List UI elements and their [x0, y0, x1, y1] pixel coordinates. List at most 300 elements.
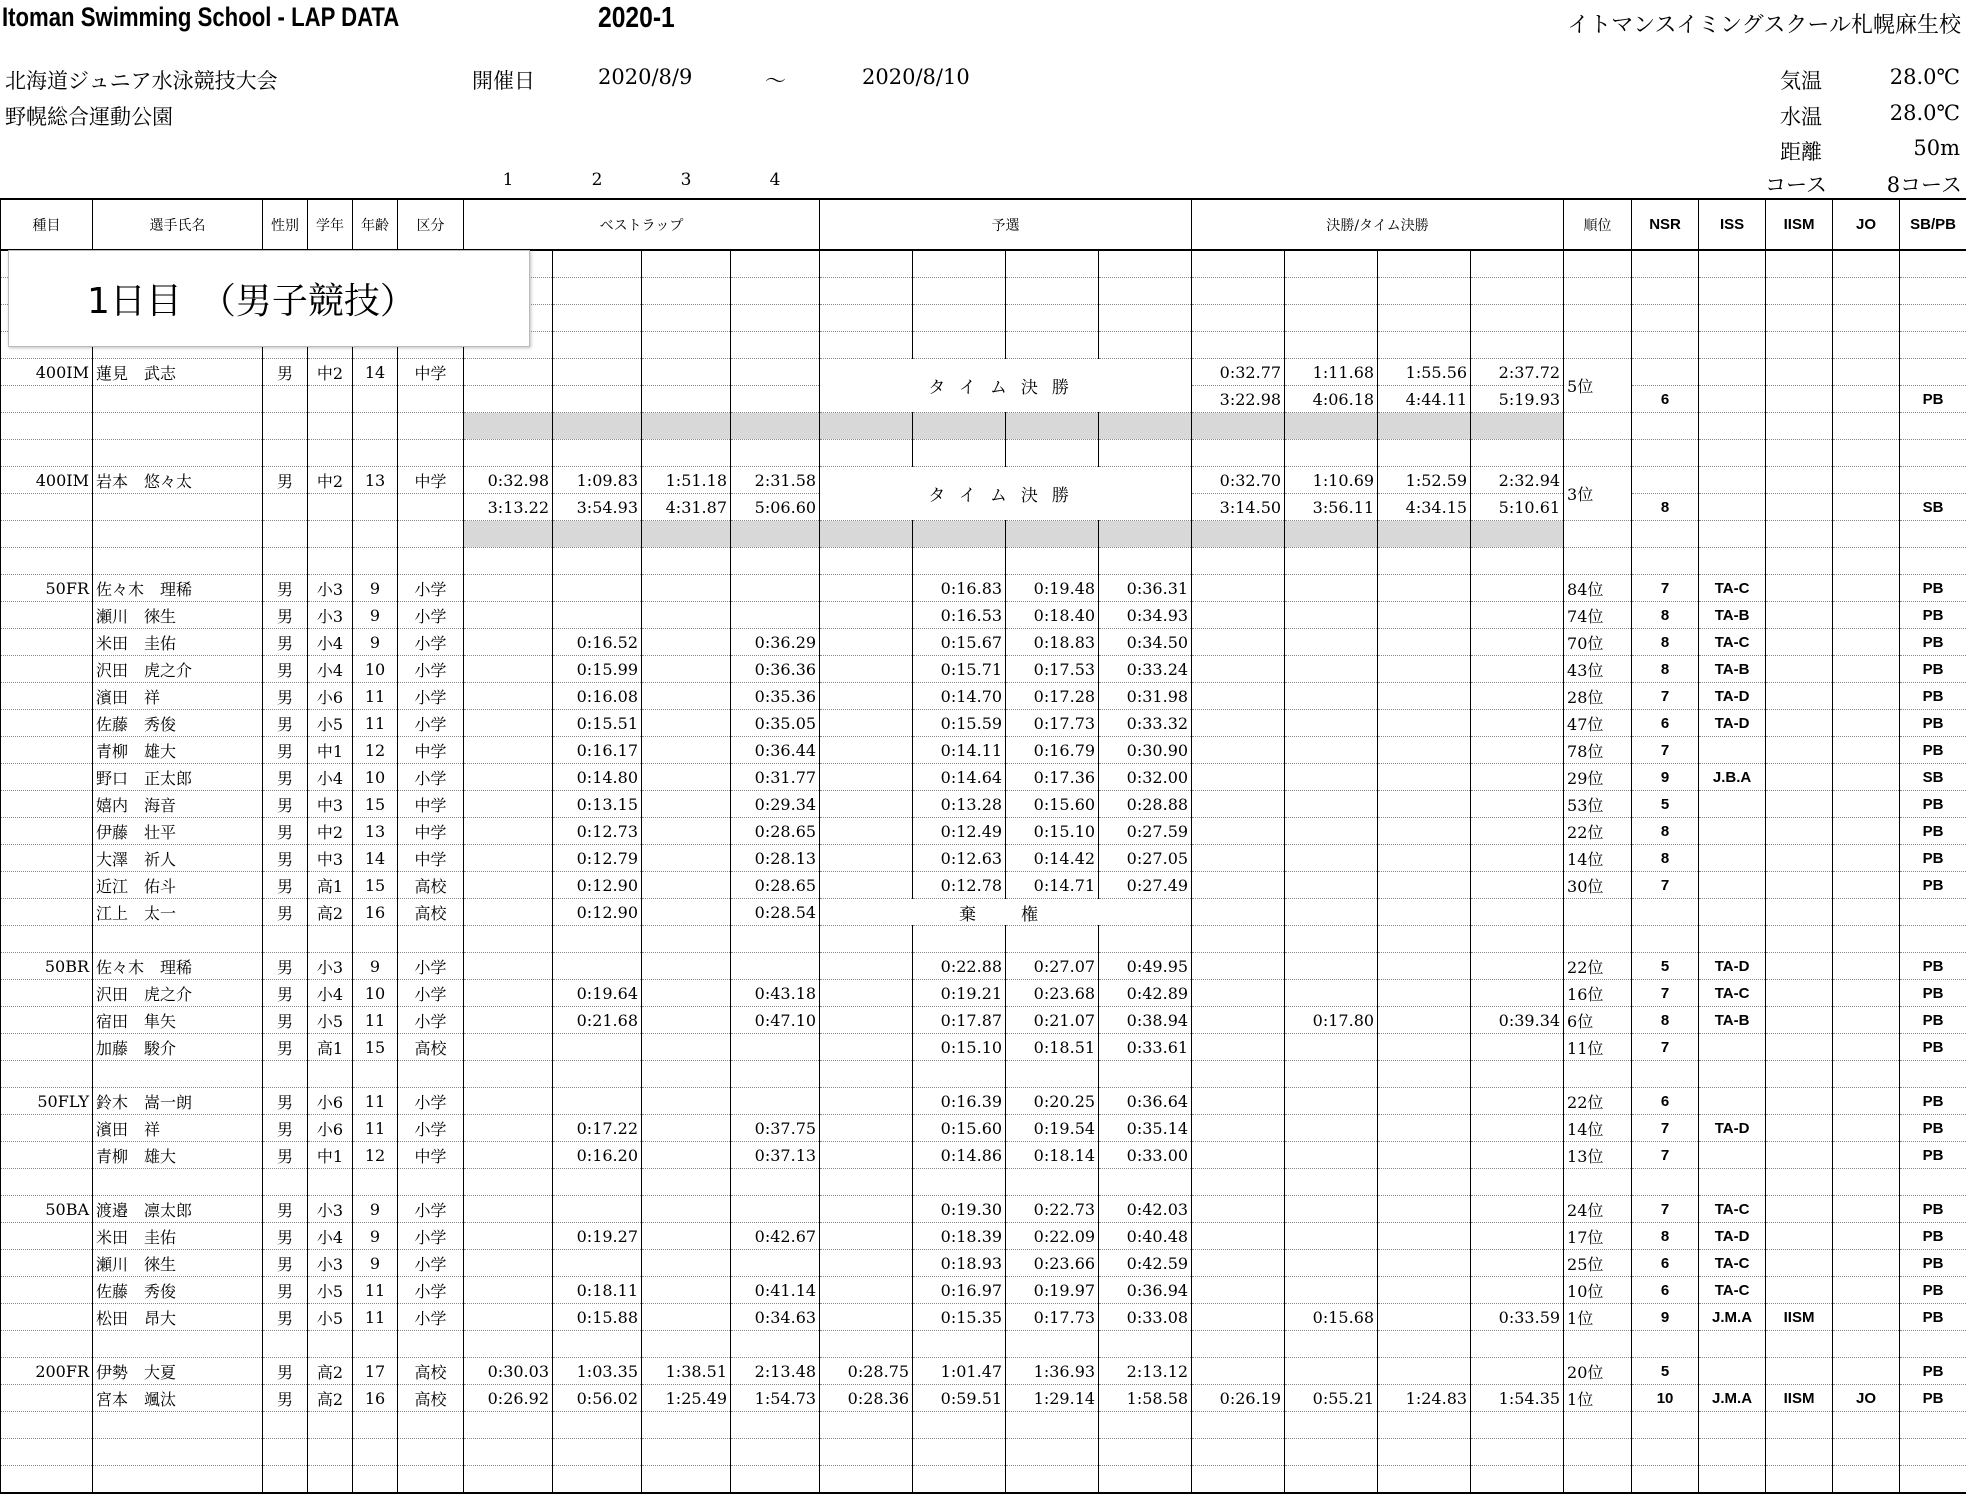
- table-cell: 0:14.80: [553, 764, 642, 791]
- empty-cell: [553, 305, 642, 332]
- empty-cell: [1471, 440, 1564, 467]
- table-cell: 0:19.30: [913, 1196, 1006, 1223]
- lap-data-table: [0, 198, 1966, 1494]
- empty-cell: [308, 1466, 353, 1494]
- empty-cell: [353, 926, 398, 953]
- empty-cell: [1192, 250, 1285, 278]
- table-cell: [1699, 791, 1766, 818]
- table-cell: [1192, 1304, 1285, 1331]
- table-cell: TA-B: [1699, 1007, 1766, 1034]
- table-cell: [553, 575, 642, 602]
- table-cell: 0:26.92: [464, 1385, 553, 1412]
- table-cell: PB: [1900, 1142, 1966, 1169]
- empty-cell: [1378, 548, 1471, 575]
- table-cell: [1833, 764, 1900, 791]
- empty-cell: [1285, 440, 1378, 467]
- table-cell: 0:16.83: [913, 575, 1006, 602]
- empty-cell: [398, 1466, 464, 1494]
- table-cell: 0:31.98: [1099, 683, 1192, 710]
- empty-cell: [1099, 1439, 1192, 1466]
- table-cell: 0:17.73: [1006, 1304, 1099, 1331]
- table-cell: [1833, 386, 1900, 413]
- table-cell: [1471, 1088, 1564, 1115]
- table-cell: [1192, 1223, 1285, 1250]
- empty-cell: [1900, 548, 1966, 575]
- table-cell: 男: [263, 980, 308, 1007]
- table-cell: [731, 386, 820, 413]
- empty-cell: [1766, 548, 1833, 575]
- table-cell: 0:19.64: [553, 980, 642, 1007]
- day-label: 1日目 （男子競技）: [87, 273, 416, 324]
- table-cell: [1766, 1034, 1833, 1061]
- table-cell: 0:15.51: [553, 710, 642, 737]
- table-cell: [1378, 1223, 1471, 1250]
- table-cell: 男: [263, 1277, 308, 1304]
- empty-cell: [1833, 250, 1900, 278]
- table-cell: 0:36.36: [731, 656, 820, 683]
- table-cell: 4:34.15: [1378, 494, 1471, 521]
- table-cell: 小3: [308, 602, 353, 629]
- table-cell: 宿田 隼矢: [93, 1007, 263, 1034]
- table-cell: J.M.A: [1699, 1385, 1766, 1412]
- table-cell: 10: [353, 656, 398, 683]
- table-cell: 江上 太一: [93, 899, 263, 926]
- table-cell: [731, 359, 820, 386]
- table-cell: 1位: [1564, 1304, 1632, 1331]
- table-cell: PB: [1900, 845, 1966, 872]
- table-cell: 11位: [1564, 1034, 1632, 1061]
- table-cell: TA-C: [1699, 1277, 1766, 1304]
- empty-cell: [398, 413, 464, 440]
- table-cell: 0:28.75: [820, 1358, 913, 1385]
- table-cell: 0:15.71: [913, 656, 1006, 683]
- table-cell: 7: [1632, 737, 1699, 764]
- col-nsr: NSR: [1632, 199, 1699, 250]
- table-cell: 0:31.77: [731, 764, 820, 791]
- table-cell: [820, 764, 913, 791]
- table-cell: PB: [1900, 683, 1966, 710]
- table-cell: [1192, 1358, 1285, 1385]
- table-cell: [1833, 1196, 1900, 1223]
- table-cell: 29位: [1564, 764, 1632, 791]
- empty-cell: [642, 521, 731, 548]
- empty-cell: [93, 413, 263, 440]
- table-cell: 男: [263, 1304, 308, 1331]
- empty-cell: [820, 1466, 913, 1494]
- table-cell: 0:12.78: [913, 872, 1006, 899]
- table-cell: [820, 1277, 913, 1304]
- empty-cell: [642, 1412, 731, 1439]
- table-cell: [553, 602, 642, 629]
- abstain-label: 棄 権: [820, 899, 1192, 926]
- table-cell: 小4: [308, 629, 353, 656]
- table-cell: 野口 正太郎: [93, 764, 263, 791]
- table-cell: TA-B: [1699, 656, 1766, 683]
- table-cell: [1699, 1142, 1766, 1169]
- table-cell: [464, 710, 553, 737]
- empty-cell: [1564, 1061, 1632, 1088]
- table-cell: [1766, 1007, 1833, 1034]
- table-cell: [1192, 683, 1285, 710]
- table-cell: [1766, 629, 1833, 656]
- table-cell: [1833, 899, 1900, 926]
- table-cell: 小学: [398, 1196, 464, 1223]
- table-cell: 小4: [308, 656, 353, 683]
- table-row: [1, 1115, 1966, 1142]
- table-cell: TA-C: [1699, 1250, 1766, 1277]
- empty-cell: [731, 521, 820, 548]
- empty-cell: [93, 386, 263, 413]
- table-cell: 鈴木 嵩一朗: [93, 1088, 263, 1115]
- empty-cell: [1006, 1466, 1099, 1494]
- course-label: コース: [1765, 169, 1827, 199]
- empty-cell: [1, 1439, 93, 1466]
- empty-cell: [1766, 278, 1833, 305]
- table-cell: [1766, 386, 1833, 413]
- empty-cell: [553, 1061, 642, 1088]
- empty-cell: [1766, 1169, 1833, 1196]
- table-cell: 0:22.09: [1006, 1223, 1099, 1250]
- table-cell: 小3: [308, 575, 353, 602]
- col-grade: 学年: [308, 199, 353, 250]
- empty-cell: [464, 1169, 553, 1196]
- table-cell: [1471, 1250, 1564, 1277]
- empty-cell: [1900, 1061, 1966, 1088]
- table-cell: 50BA: [1, 1196, 93, 1223]
- empty-cell: [1099, 413, 1192, 440]
- table-cell: PB: [1900, 1304, 1966, 1331]
- empty-cell: [93, 1466, 263, 1494]
- empty-cell: [1564, 1331, 1632, 1358]
- empty-cell: [553, 1439, 642, 1466]
- table-cell: 嬉内 海音: [93, 791, 263, 818]
- table-cell: 佐々木 理稀: [93, 953, 263, 980]
- empty-cell: [1099, 440, 1192, 467]
- empty-cell: [1833, 278, 1900, 305]
- empty-cell: [913, 278, 1006, 305]
- table-cell: 男: [263, 656, 308, 683]
- table-cell: 0:32.00: [1099, 764, 1192, 791]
- empty-cell: [1099, 1061, 1192, 1088]
- table-cell: PB: [1900, 818, 1966, 845]
- table-cell: 0:28.65: [731, 872, 820, 899]
- table-cell: 8: [1632, 494, 1699, 521]
- empty-cell: [1564, 1466, 1632, 1494]
- empty-cell: [1471, 899, 1564, 926]
- table-cell: [1833, 1007, 1900, 1034]
- table-cell: [1699, 1034, 1766, 1061]
- empty-cell: [263, 1439, 308, 1466]
- table-cell: [642, 1142, 731, 1169]
- table-cell: [1766, 764, 1833, 791]
- table-cell: 0:15.60: [913, 1115, 1006, 1142]
- table-cell: 5:06.60: [731, 494, 820, 521]
- table-cell: PB: [1900, 1196, 1966, 1223]
- table-cell: 9: [353, 602, 398, 629]
- table-cell: [1, 683, 93, 710]
- table-cell: 男: [263, 953, 308, 980]
- table-cell: [1, 1007, 93, 1034]
- table-cell: [1, 629, 93, 656]
- table-cell: 男: [263, 1250, 308, 1277]
- table-cell: 男: [263, 899, 308, 926]
- table-cell: 0:27.05: [1099, 845, 1192, 872]
- table-cell: [1833, 494, 1900, 521]
- table-cell: [1378, 737, 1471, 764]
- table-cell: 15: [353, 1034, 398, 1061]
- lap-number: 4: [765, 170, 785, 190]
- table-cell: [1, 1223, 93, 1250]
- table-cell: 0:36.94: [1099, 1277, 1192, 1304]
- table-row: [1, 764, 1966, 791]
- table-cell: [1, 1277, 93, 1304]
- table-cell: 13: [353, 818, 398, 845]
- empty-cell: [1471, 1331, 1564, 1358]
- table-cell: PB: [1900, 980, 1966, 1007]
- empty-cell: [263, 413, 308, 440]
- empty-cell: [1285, 413, 1378, 440]
- empty-cell: [93, 548, 263, 575]
- table-cell: 中学: [398, 845, 464, 872]
- empty-cell: [308, 413, 353, 440]
- table-cell: [1285, 980, 1378, 1007]
- empty-cell: [1471, 521, 1564, 548]
- table-cell: [1, 899, 93, 926]
- empty-cell: [820, 250, 913, 278]
- table-cell: [731, 953, 820, 980]
- empty-cell: [1632, 521, 1699, 548]
- table-cell: 1:24.83: [1378, 1385, 1471, 1412]
- table-cell: PB: [1900, 1088, 1966, 1115]
- table-cell: [820, 629, 913, 656]
- table-cell: [464, 791, 553, 818]
- empty-cell: [1, 413, 93, 440]
- empty-cell: [1378, 1466, 1471, 1494]
- empty-cell: [820, 1169, 913, 1196]
- table-cell: [820, 683, 913, 710]
- table-cell: 小学: [398, 710, 464, 737]
- table-cell: [1285, 1277, 1378, 1304]
- empty-cell: [1833, 1331, 1900, 1358]
- table-cell: 7: [1632, 872, 1699, 899]
- table-cell: [1, 872, 93, 899]
- table-cell: 中学: [398, 359, 464, 386]
- empty-cell: [93, 1331, 263, 1358]
- table-cell: [1192, 1034, 1285, 1061]
- table-cell: 0:16.52: [553, 629, 642, 656]
- table-cell: 22位: [1564, 1088, 1632, 1115]
- table-cell: 大澤 祈人: [93, 845, 263, 872]
- empty-cell: [1699, 1061, 1766, 1088]
- distance-value: 50m: [1913, 136, 1960, 160]
- empty-cell: [1192, 548, 1285, 575]
- empty-cell: [1833, 1439, 1900, 1466]
- table-cell: 1:11.68: [1285, 359, 1378, 386]
- table-cell: 9: [353, 575, 398, 602]
- table-cell: 小学: [398, 764, 464, 791]
- table-cell: [1378, 791, 1471, 818]
- empty-cell: [1378, 278, 1471, 305]
- empty-cell: [1699, 1412, 1766, 1439]
- table-cell: 0:14.71: [1006, 872, 1099, 899]
- table-cell: 高1: [308, 1034, 353, 1061]
- table-cell: 小4: [308, 980, 353, 1007]
- table-cell: 12: [353, 1142, 398, 1169]
- table-cell: 9: [353, 629, 398, 656]
- table-cell: 16: [353, 899, 398, 926]
- empty-cell: [731, 278, 820, 305]
- table-cell: 渡邉 凛太郎: [93, 1196, 263, 1223]
- table-cell: 3位: [1564, 467, 1632, 521]
- empty-cell: [553, 440, 642, 467]
- table-cell: [1378, 1034, 1471, 1061]
- table-cell: [731, 1088, 820, 1115]
- table-cell: TA-D: [1699, 683, 1766, 710]
- empty-cell: [353, 440, 398, 467]
- table-cell: [1471, 1277, 1564, 1304]
- table-cell: 12: [353, 737, 398, 764]
- table-cell: [820, 1007, 913, 1034]
- empty-cell: [308, 926, 353, 953]
- table-cell: [1285, 629, 1378, 656]
- table-cell: [1471, 602, 1564, 629]
- empty-cell: [913, 1331, 1006, 1358]
- empty-cell: [642, 1439, 731, 1466]
- empty-cell: [1564, 1169, 1632, 1196]
- empty-cell: [1006, 926, 1099, 953]
- table-cell: 小学: [398, 1277, 464, 1304]
- empty-cell: [1471, 413, 1564, 440]
- empty-cell: [1285, 1169, 1378, 1196]
- table-cell: 78位: [1564, 737, 1632, 764]
- table-cell: 0:33.61: [1099, 1034, 1192, 1061]
- table-cell: 小学: [398, 1088, 464, 1115]
- empty-cell: [1, 548, 93, 575]
- table-row: [1, 1223, 1966, 1250]
- table-cell: PB: [1900, 737, 1966, 764]
- empty-cell: [308, 440, 353, 467]
- empty-cell: [398, 548, 464, 575]
- water-temp-value: 28.0℃: [1890, 101, 1960, 125]
- empty-cell: [1192, 1331, 1285, 1358]
- table-row: [1, 1250, 1966, 1277]
- empty-cell: [1900, 1439, 1966, 1466]
- table-cell: 中学: [398, 467, 464, 494]
- table-cell: [642, 602, 731, 629]
- table-cell: PB: [1900, 1277, 1966, 1304]
- empty-cell: [1192, 1169, 1285, 1196]
- table-cell: [1833, 791, 1900, 818]
- table-cell: 0:14.42: [1006, 845, 1099, 872]
- empty-cell: [1006, 332, 1099, 359]
- table-cell: 男: [263, 710, 308, 737]
- table-cell: 5: [1632, 1358, 1699, 1385]
- table-cell: 0:22.88: [913, 953, 1006, 980]
- table-cell: 男: [263, 1115, 308, 1142]
- empty-cell: [642, 413, 731, 440]
- table-cell: [1192, 1088, 1285, 1115]
- table-row: [1, 656, 1966, 683]
- empty-cell: [263, 548, 308, 575]
- table-cell: [820, 1223, 913, 1250]
- table-cell: [1, 656, 93, 683]
- empty-cell: [1006, 1439, 1099, 1466]
- empty-cell: [1192, 521, 1285, 548]
- table-cell: [1, 1250, 93, 1277]
- table-cell: 小5: [308, 1277, 353, 1304]
- table-cell: [642, 629, 731, 656]
- empty-cell: [1699, 1466, 1766, 1494]
- table-cell: 1:10.69: [1285, 467, 1378, 494]
- empty-cell: [1378, 1169, 1471, 1196]
- empty-cell: [1766, 332, 1833, 359]
- empty-cell: [1471, 548, 1564, 575]
- empty-cell: [913, 413, 1006, 440]
- table-cell: [642, 1277, 731, 1304]
- table-cell: [1, 1034, 93, 1061]
- table-cell: [1, 710, 93, 737]
- table-cell: 小学: [398, 1115, 464, 1142]
- table-cell: 小5: [308, 710, 353, 737]
- table-cell: 0:23.68: [1006, 980, 1099, 1007]
- table-cell: [553, 359, 642, 386]
- empty-cell: [353, 521, 398, 548]
- empty-cell: [1471, 332, 1564, 359]
- empty-cell: [1, 521, 93, 548]
- table-cell: [464, 845, 553, 872]
- table-cell: 0:28.36: [820, 1385, 913, 1412]
- table-cell: [1, 737, 93, 764]
- empty-cell: [1766, 359, 1833, 386]
- table-cell: 0:32.98: [464, 467, 553, 494]
- table-cell: 佐藤 秀俊: [93, 710, 263, 737]
- table-cell: 0:21.07: [1006, 1007, 1099, 1034]
- table-cell: [1766, 1358, 1833, 1385]
- table-cell: 1:38.51: [642, 1358, 731, 1385]
- table-row: [1, 845, 1966, 872]
- table-cell: [642, 575, 731, 602]
- table-cell: [1285, 737, 1378, 764]
- table-cell: IISM: [1766, 1304, 1833, 1331]
- table-cell: 男: [263, 1142, 308, 1169]
- table-cell: 0:19.21: [913, 980, 1006, 1007]
- table-cell: 6: [1632, 1250, 1699, 1277]
- table-cell: [464, 953, 553, 980]
- col-name: 選手氏名: [93, 199, 263, 250]
- table-cell: 17位: [1564, 1223, 1632, 1250]
- empty-cell: [1699, 1331, 1766, 1358]
- table-cell: [1285, 710, 1378, 737]
- empty-cell: [1900, 926, 1966, 953]
- empty-cell: [398, 1331, 464, 1358]
- table-cell: [1833, 953, 1900, 980]
- table-cell: [820, 1088, 913, 1115]
- table-cell: 9: [353, 953, 398, 980]
- table-row: [1, 1142, 1966, 1169]
- empty-cell: [263, 1466, 308, 1494]
- table-cell: 中1: [308, 737, 353, 764]
- empty-cell: [1006, 1412, 1099, 1439]
- table-cell: 47位: [1564, 710, 1632, 737]
- table-cell: 米田 圭佑: [93, 629, 263, 656]
- empty-cell: [1900, 305, 1966, 332]
- table-cell: PB: [1900, 872, 1966, 899]
- table-cell: 1:51.18: [642, 467, 731, 494]
- table-cell: 0:34.50: [1099, 629, 1192, 656]
- empty-cell: [1766, 521, 1833, 548]
- empty-cell: [1699, 1169, 1766, 1196]
- empty-cell: [1766, 305, 1833, 332]
